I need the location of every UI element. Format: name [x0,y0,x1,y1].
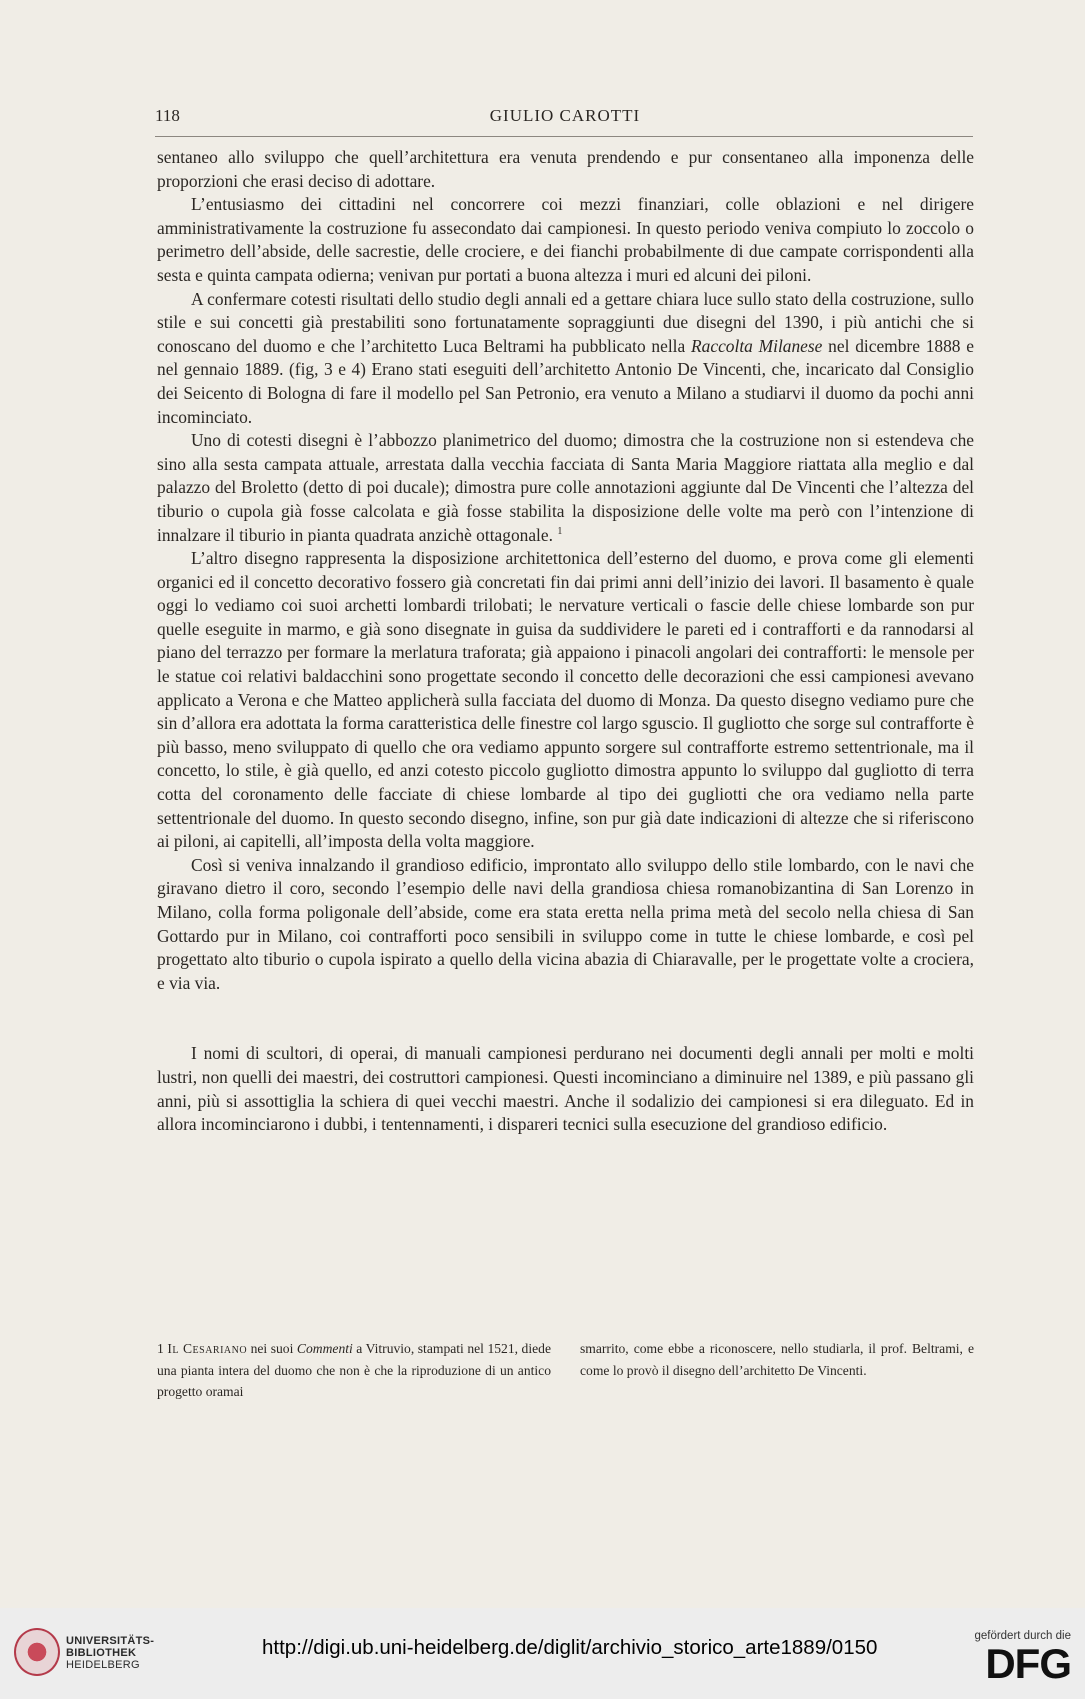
header-rule [155,136,973,137]
footnote-author: Il Cesariano [167,1341,248,1356]
footnote-left-column [157,1338,551,1403]
footnotes [157,1338,974,1404]
main-text [157,146,974,1137]
permalink-url[interactable]: http://digi.ub.uni-heidelberg.de/diglit/archivio_storico_arte1889/0150 [262,1636,878,1659]
footnote-number: 1 [157,1341,164,1356]
library-name-line-3: HEIDELBERG [66,1659,140,1671]
paragraph-3 [157,288,974,430]
paragraph-3-text-b: nel dicembre 1888 e nel gennaio 1889. (fig, 3 e 4) Erano stati eseguiti dell’architetto Antonio De Vincenti, che, incaricato dal Consiglio dei Seicento di Bologna di fare il modello pel San Petronio, era venuto a Milano a studiarvi il duomo da pochi anni incominciato. [157,335,974,427]
dfg-logo[interactable] [961,1630,1071,1690]
running-head [155,106,975,130]
footnote-right-column: smarrito, come ebbe a riconoscere, nello studiarla, il prof. Beltrami, e come lo provò il disegno dell’architetto De Vincenti. [580,1341,974,1378]
library-logo[interactable] [14,1628,164,1680]
paragraph-4 [157,429,974,547]
funded-by-label: gefördert durch die [974,1630,1071,1642]
footnote-reference: 1 [557,525,563,537]
paragraph-6: Così si veniva innalzando il grandioso edificio, improntato allo sviluppo dello stile lombardo, con le navi che giravano dietro il coro, secondo l’esempio delle navi della grandiosa chiesa romanobizantina di San Lorenzo in Milano, colla forma poligonale dell’abside, come era stata eretta nella prima metà del secolo nella chiesa di San Gottardo pur in Milano, coi contrafforti poco sensibili in sviluppo come in tutte le chiese lombarde, e così pel progettato alto tiburio o cupola ispirato a quello della vicina abazia di Chiaravalle, per le progettate volte a crociera, e via via. [157,854,974,993]
library-name [66,1635,154,1671]
section-break [157,995,974,1042]
library-name-line-2: BIBLIOTHEK [66,1647,137,1659]
paragraph-7: I nomi di scultori, di operai, di manuali campionesi perdurano nei documenti degli annali per molti e molti lustri, non quelli dei maestri, dei costruttori campionesi. Questi incominciano a diminuire nel 1389, e più passano gli anni, più si assottiglia la schiera di quei vecchi maestri. Anche il sodalizio dei campionesi si era dileguato. Ed in allora incominciarono i dubbi, i tentennamenti, i dispareri tecnici sulla esecuzione del grandioso edificio. [157,1043,974,1135]
paragraph-4-text: Uno di cotesti disegni è l’abbozzo planimetrico del duomo; dimostra che la costruzione non si estendeva che sino alla sesta campata attuale, arrestata dalla vecchia facciata di Santa Maria Maggiore riattata alla meglio e dal palazzo del Broletto (detto di poi ducale); dimostra pure colle annotazioni aggiunte dal De Vincenti che l’altezza del tiburio o cupola già fosse calcolata e già fosse stabilita la disposizione delle volte ma però con l’intenzione di innalzare il tiburio in pianta quadrata anzichè ottagonale. [157,430,974,545]
paragraph-1: sentaneo allo sviluppo che quell’architettura era venuta prendendo e pur consentaneo alla imponenza delle proporzioni che erasi deciso di adottare. [157,147,974,191]
paragraph-5: L’altro disegno rappresenta la disposizione architettonica dell’esterno del duomo, e prova come gli elementi organici ed il concetto decorativo fossero già concretati fin dai primi anni dell’inizio dei lavori. Il basamento è quale oggi lo vediamo coi suoi archetti lombardi trilobati; le nervature verticali o fascie delle chiese lombarde son pur quelle eseguite in marmo, e già sono disegnate in guisa da suddividere le pareti ed i contrafforti e da rannodarsi al piano del terrazzo per formare la merlatura traforata; già appaiono i pinacoli angolari dei contrafforti: le mensole per le statue coi relativi baldacchini sono progettate secondo il concetto delle decorazioni che essi campionesi avevano applicato a Verona e che Matteo applicherà sulla facciata del duomo di Monza. Da questo disegno vediamo pure che sin d’allora era adottata la forma caratteristica delle finestre col largo sguscio. Il gugliotto che sorge sul contrafforte è più basso, meno sviluppato di quello che ora vediamo appunto sorgere sul contrafforte estremo settentrionale, ma il concetto, lo stile, è già quello, ed anzi cotesto piccolo gugliotto dimostra appunto lo sviluppo dal gugliotto di terra cotta del coronamento delle facciate di chiese lombarde al tipo dei gugliotti che ora vediamo nella parte settentrionale del duomo. In questo secondo disegno, infine, son pur già date indicazioni di altezze che si riferiscono ai piloni, ai capitelli, all’imposta della volta maggiore. [157,548,974,852]
university-seal-icon [14,1628,60,1676]
dfg-wordmark: DFG [985,1640,1071,1687]
footnote-text-b: a Vitruvio, stampati nel 1521, diede una pianta intera del duomo che non è che la riproduzione di un antico progetto oramai [157,1341,551,1399]
footnote-text-a: nei suoi [247,1341,297,1356]
footnote-work-title: Commenti [296,1341,353,1356]
page-number: 118 [155,106,180,125]
paragraph-3-text-a: A confermare cotesti risultati dello studio degli annali ed a gettare chiara luce sullo stato della costruzione, sullo stile e sui concetti già prestabiliti sono fortunatamente sopraggiunti due disegni del 1390, i più antichi che si conoscano del duomo e che l’architetto Luca Beltrami ha pubblicato nella [157,288,974,356]
publication-title: Raccolta Milanese [691,335,823,356]
running-title-author: GIULIO CAROTTI [489,106,641,125]
library-name-line-1: UNIVERSITÄTS- [66,1635,155,1647]
paragraph-2: L’entusiasmo dei cittadini nel concorrere coi mezzi finanziari, colle oblazioni e nel dirigere amministrativamente la costruzione fu assecondato dai campionesi. In questo periodo veniva compiuto lo zoccolo o perimetro dell’abside, delle sacrestie, delle crociere, e dei fianchi probabilmente di due campate corrispondenti alla sesta e quinta campata odierna; venivan pur portati a buona altezza i muri ed alcuni dei piloni. [157,194,974,285]
